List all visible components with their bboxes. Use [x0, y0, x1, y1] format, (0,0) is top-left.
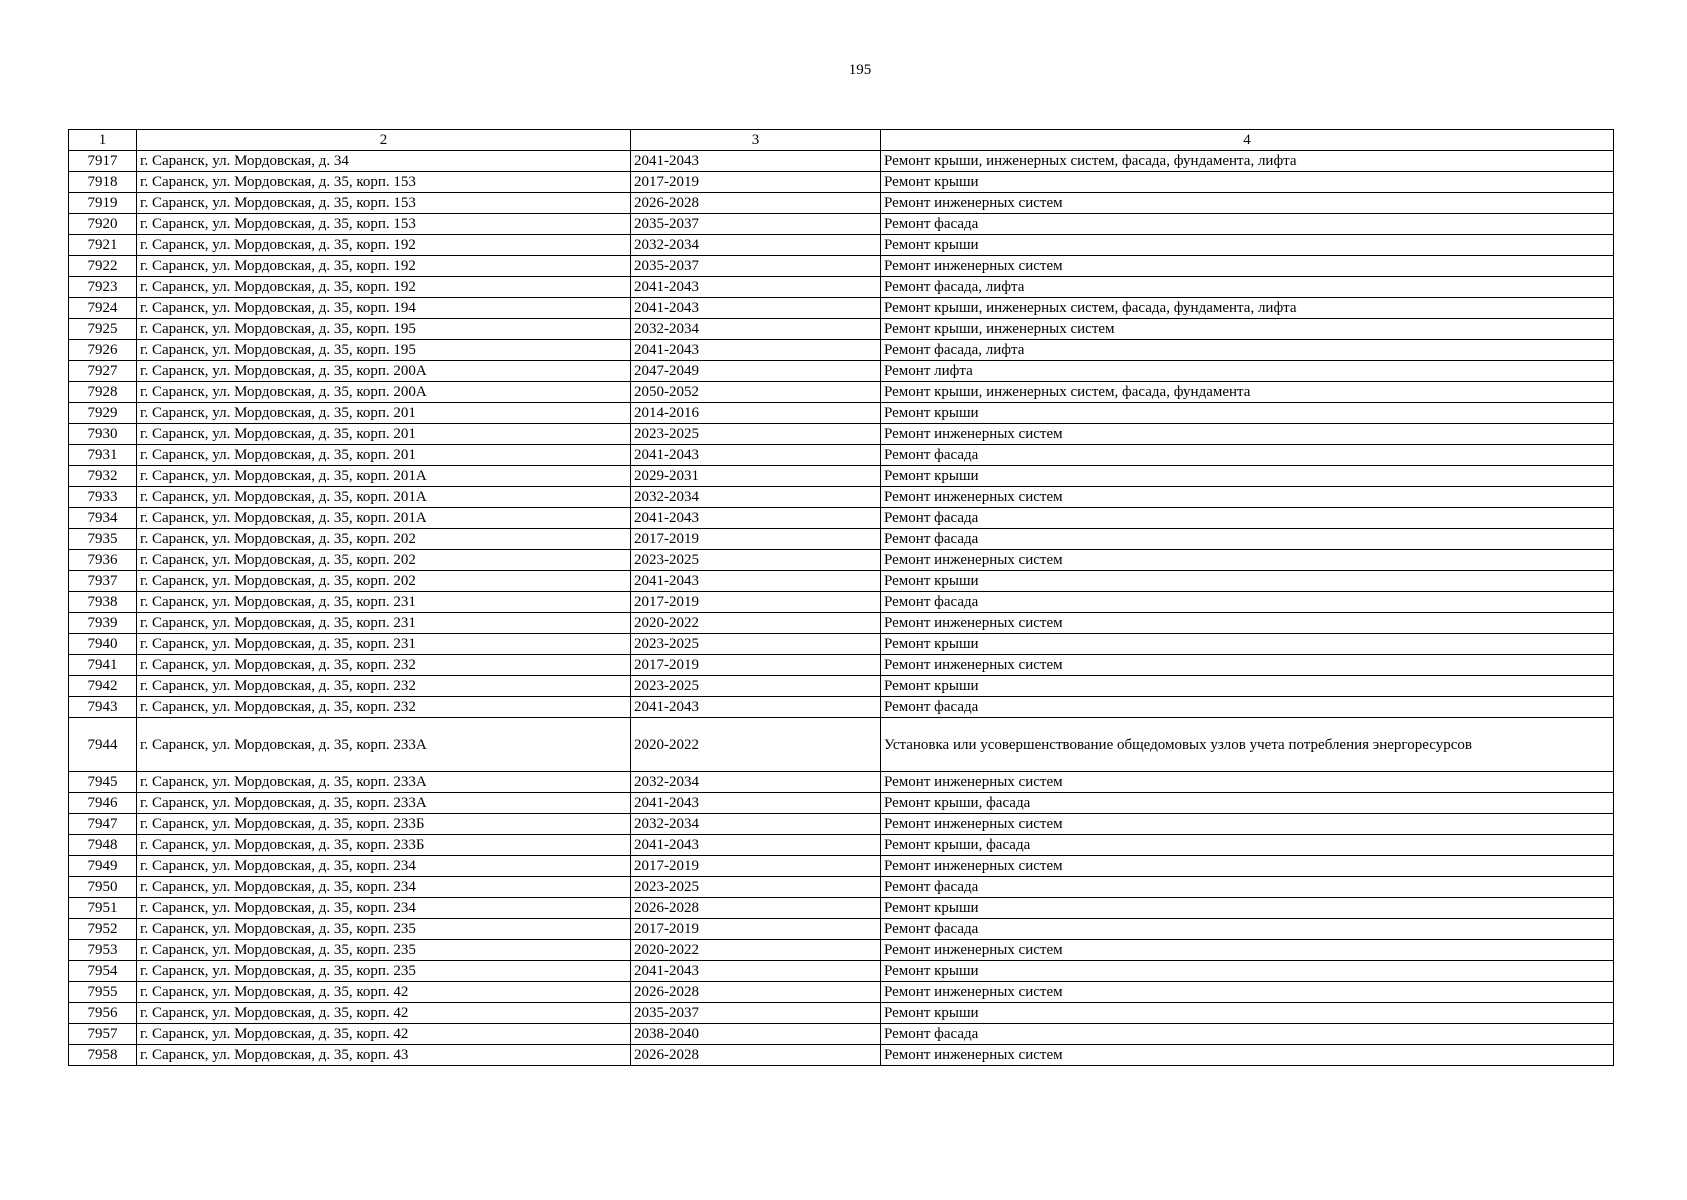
table-row	[69, 361, 1614, 382]
work-type-cell: Ремонт инженерных систем	[881, 814, 1614, 835]
period-cell: 2023-2025	[631, 550, 881, 571]
row-number-cell: 7920	[69, 214, 137, 235]
table-row	[69, 676, 1614, 697]
period-cell: 2041-2043	[631, 697, 881, 718]
work-type-cell: Ремонт крыши	[881, 1003, 1614, 1024]
table-row	[69, 1045, 1614, 1066]
repair-schedule-table	[68, 129, 1614, 1066]
table-row	[69, 919, 1614, 940]
table-row	[69, 508, 1614, 529]
table-row	[69, 214, 1614, 235]
period-cell: 2014-2016	[631, 403, 881, 424]
address-cell: г. Саранск, ул. Мордовская, д. 35, корп. 42	[137, 1003, 631, 1024]
table-row	[69, 1024, 1614, 1045]
table-row	[69, 814, 1614, 835]
period-cell: 2032-2034	[631, 772, 881, 793]
table-row	[69, 877, 1614, 898]
address-cell: г. Саранск, ул. Мордовская, д. 35, корп. 202	[137, 571, 631, 592]
work-type-cell: Ремонт инженерных систем	[881, 256, 1614, 277]
table-row	[69, 277, 1614, 298]
table-row	[69, 424, 1614, 445]
address-cell: г. Саранск, ул. Мордовская, д. 35, корп. 233Б	[137, 814, 631, 835]
table-row	[69, 445, 1614, 466]
table-row	[69, 487, 1614, 508]
period-cell: 2041-2043	[631, 151, 881, 172]
table-row	[69, 529, 1614, 550]
row-number-cell: 7926	[69, 340, 137, 361]
work-type-cell: Ремонт крыши	[881, 571, 1614, 592]
address-cell: г. Саранск, ул. Мордовская, д. 35, корп. 231	[137, 613, 631, 634]
table-row	[69, 592, 1614, 613]
work-type-cell: Ремонт инженерных систем	[881, 424, 1614, 445]
period-cell: 2032-2034	[631, 487, 881, 508]
work-type-cell: Ремонт крыши	[881, 961, 1614, 982]
address-cell: г. Саранск, ул. Мордовская, д. 35, корп. 234	[137, 898, 631, 919]
row-number-cell: 7917	[69, 151, 137, 172]
row-number-cell: 7940	[69, 634, 137, 655]
row-number-cell: 7937	[69, 571, 137, 592]
work-type-cell: Ремонт инженерных систем	[881, 982, 1614, 1003]
table-row	[69, 1003, 1614, 1024]
work-type-cell: Ремонт крыши, инженерных систем, фасада, фундамента, лифта	[881, 298, 1614, 319]
work-type-cell: Ремонт фасада, лифта	[881, 340, 1614, 361]
work-type-cell: Установка или усовершенствование общедомовых узлов учета потребления энергоресурсов	[881, 718, 1614, 772]
row-number-cell: 7934	[69, 508, 137, 529]
table-row	[69, 655, 1614, 676]
table-row	[69, 634, 1614, 655]
address-cell: г. Саранск, ул. Мордовская, д. 35, корп. 195	[137, 340, 631, 361]
table-row	[69, 151, 1614, 172]
address-cell: г. Саранск, ул. Мордовская, д. 34	[137, 151, 631, 172]
address-cell: г. Саранск, ул. Мордовская, д. 35, корп. 232	[137, 655, 631, 676]
period-cell: 2020-2022	[631, 613, 881, 634]
address-cell: г. Саранск, ул. Мордовская, д. 35, корп. 192	[137, 277, 631, 298]
period-cell: 2023-2025	[631, 634, 881, 655]
address-cell: г. Саранск, ул. Мордовская, д. 35, корп. 201А	[137, 487, 631, 508]
address-cell: г. Саранск, ул. Мордовская, д. 35, корп. 192	[137, 256, 631, 277]
period-cell: 2041-2043	[631, 277, 881, 298]
table-row	[69, 940, 1614, 961]
address-cell: г. Саранск, ул. Мордовская, д. 35, корп. 201	[137, 424, 631, 445]
row-number-cell: 7948	[69, 835, 137, 856]
work-type-cell: Ремонт инженерных систем	[881, 1045, 1614, 1066]
row-number-cell: 7932	[69, 466, 137, 487]
table-row	[69, 193, 1614, 214]
table-row	[69, 898, 1614, 919]
table-row	[69, 982, 1614, 1003]
column-header-2: 2	[137, 130, 631, 151]
row-number-cell: 7930	[69, 424, 137, 445]
work-type-cell: Ремонт инженерных систем	[881, 487, 1614, 508]
address-cell: г. Саранск, ул. Мордовская, д. 35, корп. 201А	[137, 466, 631, 487]
row-number-cell: 7947	[69, 814, 137, 835]
period-cell: 2023-2025	[631, 877, 881, 898]
row-number-cell: 7941	[69, 655, 137, 676]
period-cell: 2035-2037	[631, 1003, 881, 1024]
period-cell: 2041-2043	[631, 340, 881, 361]
period-cell: 2023-2025	[631, 424, 881, 445]
work-type-cell: Ремонт инженерных систем	[881, 940, 1614, 961]
row-number-cell: 7921	[69, 235, 137, 256]
work-type-cell: Ремонт крыши	[881, 466, 1614, 487]
row-number-cell: 7925	[69, 319, 137, 340]
table-row	[69, 466, 1614, 487]
row-number-cell: 7954	[69, 961, 137, 982]
work-type-cell: Ремонт фасада	[881, 877, 1614, 898]
period-cell: 2032-2034	[631, 319, 881, 340]
period-cell: 2017-2019	[631, 856, 881, 877]
page-number: 195	[848, 62, 872, 78]
period-cell: 2041-2043	[631, 793, 881, 814]
address-cell: г. Саранск, ул. Мордовская, д. 35, корп. 43	[137, 1045, 631, 1066]
period-cell: 2026-2028	[631, 1045, 881, 1066]
period-cell: 2041-2043	[631, 961, 881, 982]
row-number-cell: 7949	[69, 856, 137, 877]
row-number-cell: 7943	[69, 697, 137, 718]
work-type-cell: Ремонт инженерных систем	[881, 193, 1614, 214]
period-cell: 2041-2043	[631, 298, 881, 319]
work-type-cell: Ремонт лифта	[881, 361, 1614, 382]
row-number-cell: 7922	[69, 256, 137, 277]
column-header-4: 4	[881, 130, 1614, 151]
table-row	[69, 571, 1614, 592]
table-row	[69, 256, 1614, 277]
address-cell: г. Саранск, ул. Мордовская, д. 35, корп. 42	[137, 982, 631, 1003]
address-cell: г. Саранск, ул. Мордовская, д. 35, корп. 234	[137, 877, 631, 898]
period-cell: 2029-2031	[631, 466, 881, 487]
work-type-cell: Ремонт крыши, инженерных систем, фасада, фундамента	[881, 382, 1614, 403]
work-type-cell: Ремонт фасада	[881, 508, 1614, 529]
work-type-cell: Ремонт крыши, фасада	[881, 835, 1614, 856]
address-cell: г. Саранск, ул. Мордовская, д. 35, корп. 233А	[137, 793, 631, 814]
address-cell: г. Саранск, ул. Мордовская, д. 35, корп. 200А	[137, 361, 631, 382]
table-row	[69, 856, 1614, 877]
address-cell: г. Саранск, ул. Мордовская, д. 35, корп. 201А	[137, 508, 631, 529]
row-number-cell: 7933	[69, 487, 137, 508]
period-cell: 2038-2040	[631, 1024, 881, 1045]
row-number-cell: 7936	[69, 550, 137, 571]
row-number-cell: 7942	[69, 676, 137, 697]
work-type-cell: Ремонт инженерных систем	[881, 772, 1614, 793]
table-row	[69, 961, 1614, 982]
table-row	[69, 835, 1614, 856]
address-cell: г. Саранск, ул. Мордовская, д. 35, корп. 192	[137, 235, 631, 256]
period-cell: 2020-2022	[631, 718, 881, 772]
work-type-cell: Ремонт инженерных систем	[881, 550, 1614, 571]
work-type-cell: Ремонт крыши	[881, 898, 1614, 919]
column-header-1: 1	[69, 130, 137, 151]
address-cell: г. Саранск, ул. Мордовская, д. 35, корп. 195	[137, 319, 631, 340]
period-cell: 2035-2037	[631, 256, 881, 277]
table-row	[69, 235, 1614, 256]
row-number-cell: 7957	[69, 1024, 137, 1045]
work-type-cell: Ремонт крыши, фасада	[881, 793, 1614, 814]
period-cell: 2023-2025	[631, 676, 881, 697]
table-row	[69, 298, 1614, 319]
address-cell: г. Саранск, ул. Мордовская, д. 35, корп. 200А	[137, 382, 631, 403]
work-type-cell: Ремонт крыши, инженерных систем, фасада, фундамента, лифта	[881, 151, 1614, 172]
work-type-cell: Ремонт фасада	[881, 592, 1614, 613]
row-number-cell: 7955	[69, 982, 137, 1003]
period-cell: 2050-2052	[631, 382, 881, 403]
address-cell: г. Саранск, ул. Мордовская, д. 35, корп. 202	[137, 550, 631, 571]
table-header-row	[69, 130, 1614, 151]
row-number-cell: 7956	[69, 1003, 137, 1024]
period-cell: 2017-2019	[631, 172, 881, 193]
address-cell: г. Саранск, ул. Мордовская, д. 35, корп. 201	[137, 445, 631, 466]
work-type-cell: Ремонт крыши	[881, 235, 1614, 256]
row-number-cell: 7951	[69, 898, 137, 919]
work-type-cell: Ремонт фасада	[881, 1024, 1614, 1045]
table-row	[69, 718, 1614, 772]
table-row	[69, 550, 1614, 571]
row-number-cell: 7958	[69, 1045, 137, 1066]
period-cell: 2032-2034	[631, 814, 881, 835]
address-cell: г. Саранск, ул. Мордовская, д. 35, корп. 231	[137, 592, 631, 613]
period-cell: 2017-2019	[631, 919, 881, 940]
work-type-cell: Ремонт фасада	[881, 445, 1614, 466]
period-cell: 2017-2019	[631, 592, 881, 613]
address-cell: г. Саранск, ул. Мордовская, д. 35, корп. 153	[137, 172, 631, 193]
address-cell: г. Саранск, ул. Мордовская, д. 35, корп. 153	[137, 214, 631, 235]
row-number-cell: 7950	[69, 877, 137, 898]
row-number-cell: 7945	[69, 772, 137, 793]
address-cell: г. Саранск, ул. Мордовская, д. 35, корп. 202	[137, 529, 631, 550]
period-cell: 2026-2028	[631, 898, 881, 919]
address-cell: г. Саранск, ул. Мордовская, д. 35, корп. 235	[137, 940, 631, 961]
work-type-cell: Ремонт фасада	[881, 214, 1614, 235]
table-body	[69, 151, 1614, 1066]
table-row	[69, 697, 1614, 718]
period-cell: 2047-2049	[631, 361, 881, 382]
period-cell: 2041-2043	[631, 508, 881, 529]
address-cell: г. Саранск, ул. Мордовская, д. 35, корп. 232	[137, 697, 631, 718]
table-row	[69, 793, 1614, 814]
period-cell: 2035-2037	[631, 214, 881, 235]
table-row	[69, 319, 1614, 340]
work-type-cell: Ремонт инженерных систем	[881, 856, 1614, 877]
address-cell: г. Саранск, ул. Мордовская, д. 35, корп. 42	[137, 1024, 631, 1045]
column-header-3: 3	[631, 130, 881, 151]
work-type-cell: Ремонт крыши	[881, 634, 1614, 655]
row-number-cell: 7924	[69, 298, 137, 319]
period-cell: 2041-2043	[631, 445, 881, 466]
work-type-cell: Ремонт крыши, инженерных систем	[881, 319, 1614, 340]
row-number-cell: 7927	[69, 361, 137, 382]
row-number-cell: 7953	[69, 940, 137, 961]
work-type-cell: Ремонт фасада, лифта	[881, 277, 1614, 298]
work-type-cell: Ремонт инженерных систем	[881, 613, 1614, 634]
table-row	[69, 403, 1614, 424]
row-number-cell: 7928	[69, 382, 137, 403]
row-number-cell: 7939	[69, 613, 137, 634]
row-number-cell: 7929	[69, 403, 137, 424]
work-type-cell: Ремонт инженерных систем	[881, 655, 1614, 676]
table-row	[69, 382, 1614, 403]
address-cell: г. Саранск, ул. Мордовская, д. 35, корп. 231	[137, 634, 631, 655]
address-cell: г. Саранск, ул. Мордовская, д. 35, корп. 194	[137, 298, 631, 319]
work-type-cell: Ремонт крыши	[881, 403, 1614, 424]
work-type-cell: Ремонт фасада	[881, 529, 1614, 550]
row-number-cell: 7931	[69, 445, 137, 466]
address-cell: г. Саранск, ул. Мордовская, д. 35, корп. 232	[137, 676, 631, 697]
address-cell: г. Саранск, ул. Мордовская, д. 35, корп. 235	[137, 919, 631, 940]
period-cell: 2026-2028	[631, 193, 881, 214]
row-number-cell: 7946	[69, 793, 137, 814]
row-number-cell: 7935	[69, 529, 137, 550]
work-type-cell: Ремонт крыши	[881, 676, 1614, 697]
period-cell: 2041-2043	[631, 835, 881, 856]
row-number-cell: 7918	[69, 172, 137, 193]
table-row	[69, 613, 1614, 634]
table-row	[69, 172, 1614, 193]
row-number-cell: 7944	[69, 718, 137, 772]
address-cell: г. Саранск, ул. Мордовская, д. 35, корп. 153	[137, 193, 631, 214]
period-cell: 2017-2019	[631, 529, 881, 550]
row-number-cell: 7919	[69, 193, 137, 214]
address-cell: г. Саранск, ул. Мордовская, д. 35, корп. 233А	[137, 772, 631, 793]
period-cell: 2041-2043	[631, 571, 881, 592]
address-cell: г. Саранск, ул. Мордовская, д. 35, корп. 235	[137, 961, 631, 982]
table-row	[69, 340, 1614, 361]
row-number-cell: 7923	[69, 277, 137, 298]
work-type-cell: Ремонт фасада	[881, 919, 1614, 940]
work-type-cell: Ремонт фасада	[881, 697, 1614, 718]
period-cell: 2017-2019	[631, 655, 881, 676]
period-cell: 2020-2022	[631, 940, 881, 961]
address-cell: г. Саранск, ул. Мордовская, д. 35, корп. 233А	[137, 718, 631, 772]
row-number-cell: 7952	[69, 919, 137, 940]
work-type-cell: Ремонт крыши	[881, 172, 1614, 193]
period-cell: 2032-2034	[631, 235, 881, 256]
address-cell: г. Саранск, ул. Мордовская, д. 35, корп. 201	[137, 403, 631, 424]
address-cell: г. Саранск, ул. Мордовская, д. 35, корп. 234	[137, 856, 631, 877]
address-cell: г. Саранск, ул. Мордовская, д. 35, корп. 233Б	[137, 835, 631, 856]
row-number-cell: 7938	[69, 592, 137, 613]
table-row	[69, 772, 1614, 793]
period-cell: 2026-2028	[631, 982, 881, 1003]
